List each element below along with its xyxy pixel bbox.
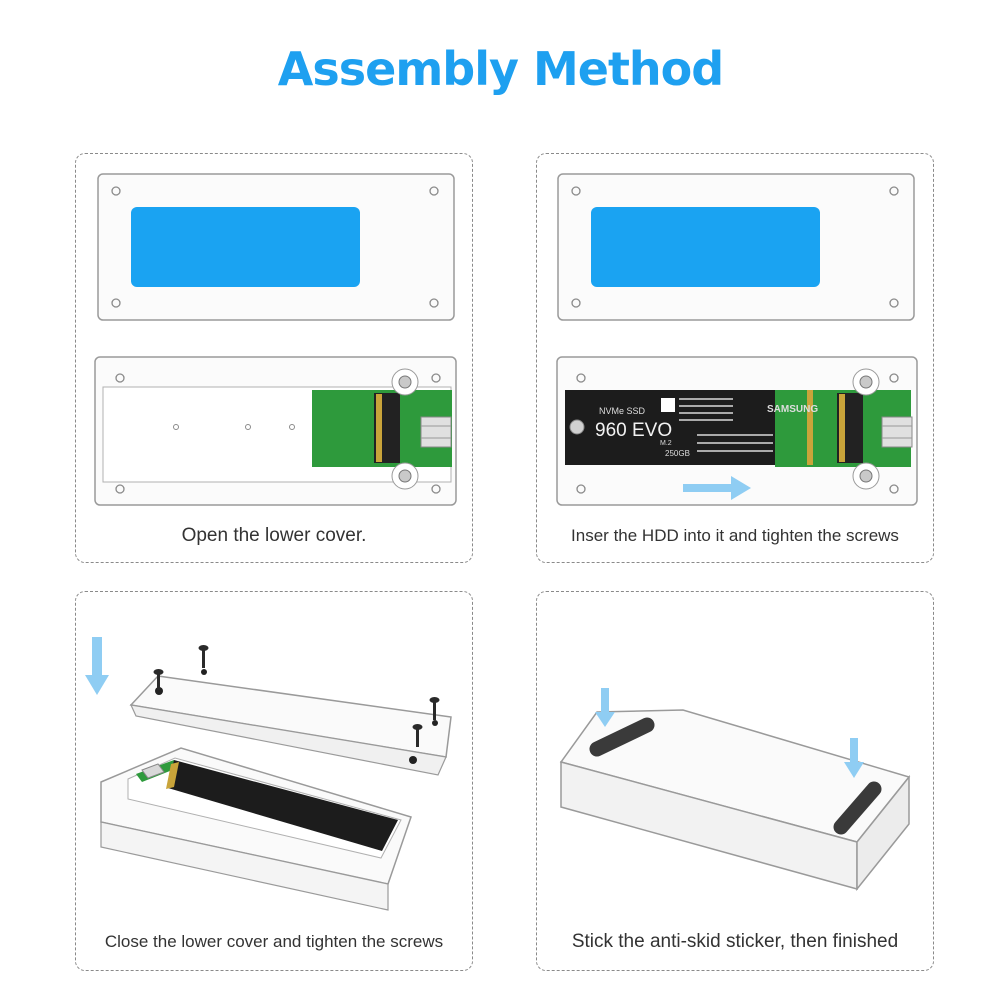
step-2-panel [536, 153, 934, 563]
step-4-illustration [537, 592, 934, 971]
ssd-capacity-text: 250GB [665, 449, 690, 458]
ssd-form-text: M.2 [660, 440, 672, 447]
step-3-illustration [76, 592, 473, 971]
cover-label [591, 207, 820, 287]
cover-label [131, 207, 360, 287]
step-1-caption: Open the lower cover. [181, 525, 367, 546]
ssd-brand-text: SAMSUNG [767, 404, 819, 415]
ssd-model-text: 960 EVO [595, 420, 673, 441]
step-3-panel [75, 591, 473, 971]
step-4-panel [536, 591, 934, 971]
step-1-illustration [76, 154, 473, 563]
down-arrow-icon [85, 675, 109, 695]
step-4-caption: Stick the anti-skid sticker, then finished [571, 931, 899, 952]
step-2-caption: Inser the HDD into it and tighten the screws [571, 526, 899, 545]
page-title: Assembly Method [277, 42, 724, 96]
ssd-series-text: NVMe SSD [599, 406, 646, 416]
step-3-caption: Close the lower cover and tighten the screws [104, 932, 444, 951]
step-2-illustration [537, 154, 934, 563]
step-1-panel [75, 153, 473, 563]
